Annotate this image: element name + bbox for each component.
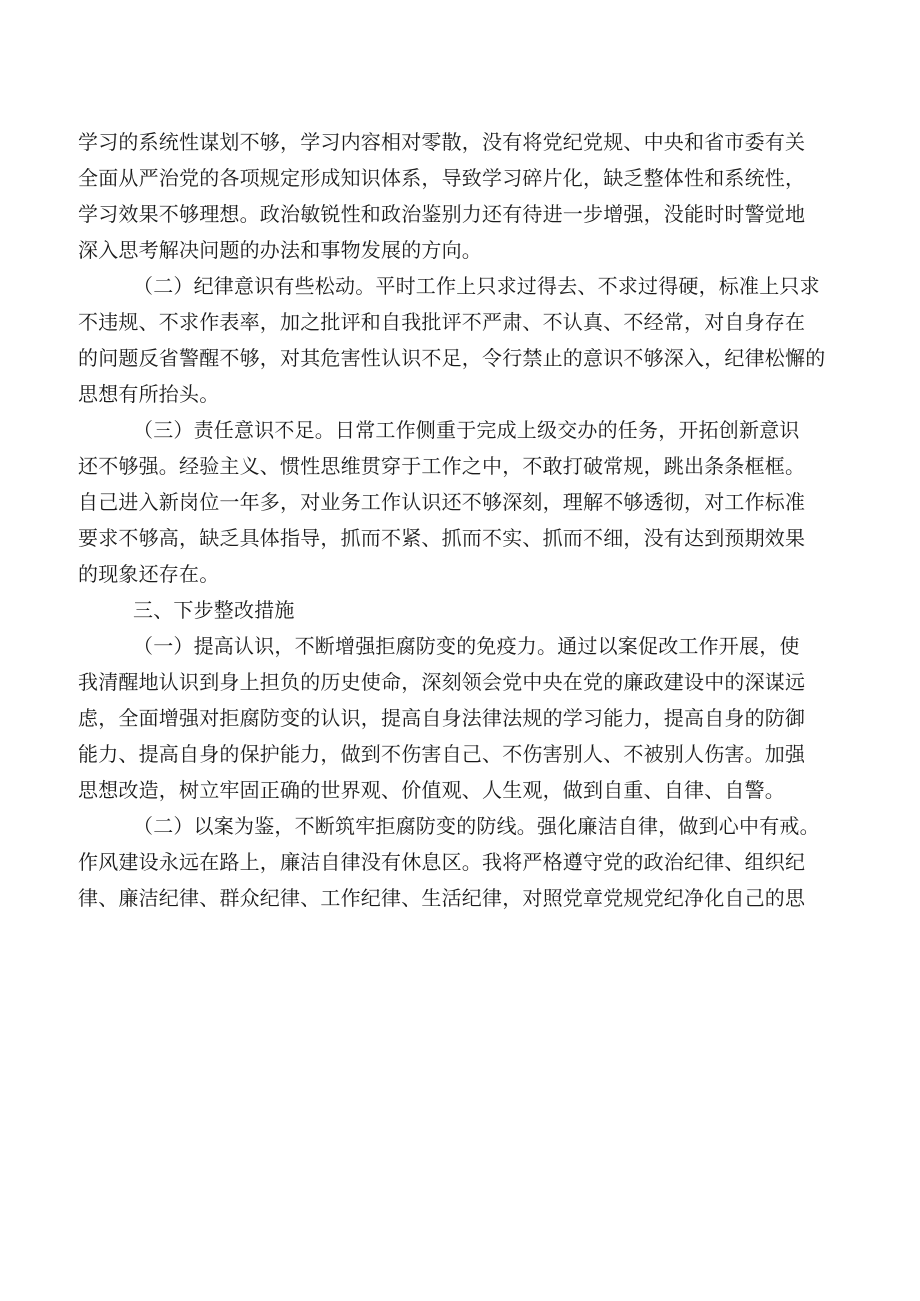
text-line: 还不够强。经验主义、惯性思维贯穿于工作之中，不敢打破常规，跳出条条框框。 [78, 454, 806, 478]
text-line: （三）责任意识不足。日常工作侧重于完成上级交办的任务，开拓创新意识 [133, 418, 800, 442]
document-body [78, 124, 858, 916]
paragraph-discipline-awareness [78, 268, 858, 412]
text-line: 深入思考解决问题的办法和事物发展的方向。 [78, 238, 482, 262]
text-line: 虑，全面增强对拒腐防变的认识，提高自身法律法规的学习能力，提高自身的防御 [78, 706, 806, 730]
text-line: 不违规、不求作表率，加之批评和自我批评不严肃、不认真、不经常，对自身存在 [78, 310, 806, 334]
text-line: 思想改造，树立牢固正确的世界观、价值观、人生观，做到自重、自律、自警。 [78, 778, 785, 802]
paragraph-responsibility-awareness [78, 412, 858, 592]
text-line: 的问题反省警醒不够，对其危害性认识不足，令行禁止的意识不够深入，纪律松懈的 [78, 346, 826, 370]
section-heading [78, 592, 858, 628]
text-line: （二）以案为鉴，不断筑牢拒腐防变的防线。强化廉洁自律，做到心中有戒。 [133, 814, 820, 838]
section-heading-text: 三、下步整改措施 [133, 598, 295, 622]
text-line: 思想有所抬头。 [78, 382, 220, 406]
paragraph-learn-from-cases [78, 808, 858, 916]
text-line: 能力、提高自身的保护能力，做到不伤害自己、不伤害别人、不被别人伤害。加强 [78, 742, 806, 766]
text-line: 我清醒地认识到身上担负的历史使命，深刻领会党中央在党的廉政建设中的深谋远 [78, 670, 806, 694]
text-line: 的现象还存在。 [78, 562, 220, 586]
text-line: 律、廉洁纪律、群众纪律、工作纪律、生活纪律，对照党章党规党纪净化自己的思 [78, 886, 806, 910]
text-line: （二）纪律意识有些松动。平时工作上只求过得去、不求过得硬，标准上只求 [133, 274, 820, 298]
paragraph-continued [78, 124, 858, 268]
text-line: （一）提高认识，不断增强拒腐防变的免疫力。通过以案促改工作开展，使 [133, 634, 800, 658]
text-line: 全面从严治党的各项规定形成知识体系，导致学习碎片化，缺乏整体性和系统性， [78, 166, 806, 190]
text-line: 要求不够高，缺乏具体指导，抓而不紧、抓而不实、抓而不细，没有达到预期效果 [78, 526, 806, 550]
text-line: 作风建设永远在路上，廉洁自律没有休息区。我将严格遵守党的政治纪律、组织纪 [78, 850, 806, 874]
paragraph-raise-awareness [78, 628, 858, 808]
text-line: 学习的系统性谋划不够，学习内容相对零散，没有将党纪党规、中央和省市委有关 [78, 130, 806, 154]
text-line: 学习效果不够理想。政治敏锐性和政治鉴别力还有待进一步增强，没能时时警觉地 [78, 202, 806, 226]
text-line: 自己进入新岗位一年多，对业务工作认识还不够深刻，理解不够透彻，对工作标准 [78, 490, 806, 514]
